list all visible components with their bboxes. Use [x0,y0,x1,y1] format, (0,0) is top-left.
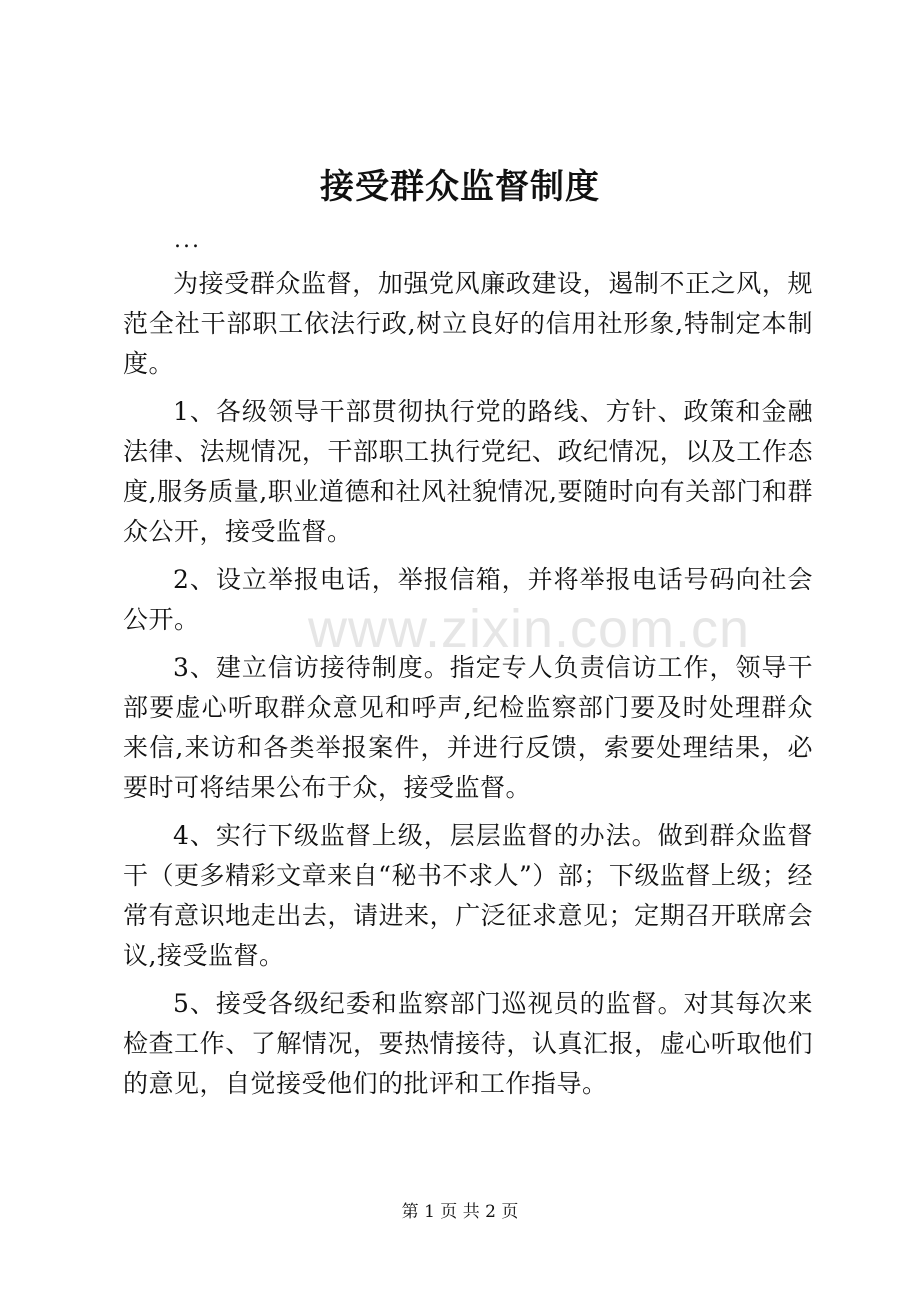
paragraph-item-4: 4、实行下级监督上级，层层监督的办法。做到群众监督干（更多精彩文章来自“秘书不求人”）部；下级监督上级；经常有意识地走出去，请进来，广泛征求意见；定期召开联席会议,接受监督。 [123,821,813,970]
document-title: 接受群众监督制度 [320,167,600,207]
paragraph-item-3: 3、建立信访接待制度。指定专人负责信访工作，领导干部要虚心听取群众意见和呼声,纪检监察部门要及时处理群众来信,来访和各类举报案件，并进行反馈，索要处理结果，必要时可将结果公布于众，接受监督。 [123,653,813,802]
paragraph-item-1: 1、各级领导干部贯彻执行党的路线、方针、政策和金融法律、法规情况，干部职工执行党纪、政纪情况，以及工作态度,服务质量,职业道德和社风社貌情况,要随时向有关部门和群众公开，接受监督。 [123,397,813,546]
document-body [123,264,813,1112]
ellipsis-text: ... [174,228,201,253]
paragraph-item-5: 5、接受各级纪委和监察部门巡视员的监督。对其每次来检查工作、了解情况，要热情接待，认真汇报，虚心听取他们的意见，自觉接受他们的批评和工作指导。 [123,989,813,1098]
paragraph-intro: 为接受群众监督，加强党风廉政建设，遏制不正之风，规范全社干部职工依法行政,树立良好的信用社形象,特制定本制度。 [123,269,813,378]
page-footer: 第 1 页 共 2 页 [401,1202,519,1222]
watermark: www.zixin.com.cn [308,599,751,659]
paragraph-item-2: 2、设立举报电话，举报信箱，并将举报电话号码向社会公开。 [123,565,813,634]
